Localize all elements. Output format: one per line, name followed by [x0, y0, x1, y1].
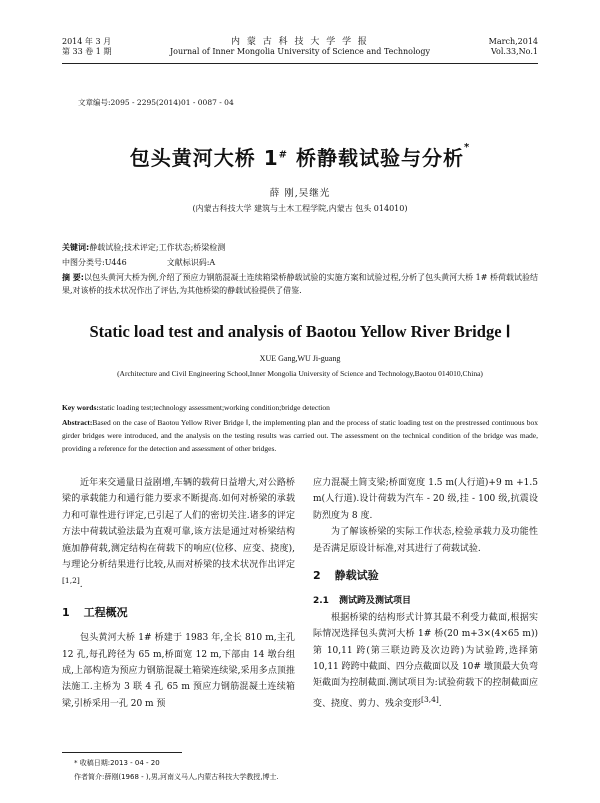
keywords-cn-label: 关键词:	[62, 243, 90, 252]
authors-en: XUE Gang,WU Ji-guang	[259, 354, 341, 363]
abstract-cn-label: 摘 要:	[62, 273, 84, 282]
header-rule	[62, 63, 538, 64]
journal-header	[150, 37, 450, 57]
keywords-en	[62, 403, 538, 412]
title-footnote-mark: *	[464, 142, 471, 153]
article-number: 文章编号:2095 - 2295(2014)01 - 0087 - 04	[78, 98, 234, 107]
keywords-cn-text: 静载试验;技术评定;工作状态;桥梁检测	[89, 243, 226, 252]
section-1-number: 1	[62, 605, 70, 619]
subsection-2-1-title: 测试跨及测试项目	[338, 596, 411, 607]
section-1-paragraph: 包头黄河大桥 1# 桥建于 1983 年,全长 810 m,主孔 12 孔,每孔跨径为 65 m,桥面宽 12 m,下部由 14 墩台组成,上部构造为预应力钢筋混凝土箱梁连续梁,采用多点顶推法施工.主桥为 3 联 4 孔 65 m 预应力钢筋混凝土连续箱梁,引桥采用一孔 20 m 预	[62, 633, 295, 709]
header-volume: 第 33 卷 1 期	[62, 47, 112, 56]
body-right-column	[313, 475, 538, 712]
title-cn-sup: #	[278, 149, 289, 161]
section-1-heading	[62, 605, 295, 621]
footnote-author	[74, 772, 279, 782]
intro-paragraph	[62, 475, 295, 594]
footnote-rule	[62, 752, 182, 753]
section-2-number: 2	[313, 569, 321, 583]
section-1-paragraph-2: 为了解该桥梁的实际工作状态,检验承载力及功能性是否满足原设计标准,对其进行了荷载试验.	[313, 527, 538, 554]
body-left-column	[62, 475, 295, 712]
journal-name-en: Journal of Inner Mongolia University of Science and Technology	[169, 47, 431, 56]
abstract-en-label: Abstract:	[62, 418, 93, 427]
received-date: 2013 - 04 - 20	[110, 759, 160, 767]
section-1-title: 工程概况	[83, 605, 128, 619]
subsection-2-1-number: 2.1	[313, 596, 329, 607]
intro-text: 近年来交通量日益剧增,车辆的载荷日益增大,对公路桥梁的承载能力和通行能力要求不断提高.如何对桥梁的承载力和可靠性进行评定,已引起了人们的密切关注.诸多的评定方法中荷载试验法最为直观可靠,该方法是通过对桥梁结构施加静荷载,测定结构在荷载下的响应(位移、应变、挠度),与理论分析结果进行比较,从而对桥梁的技术状况作出评定	[62, 478, 295, 571]
received-label: * 收稿日期:	[74, 759, 111, 767]
clc-number: 中图分类号:U446	[62, 258, 127, 267]
header-date-en: March,2014	[488, 37, 538, 46]
header-issue-en	[489, 37, 538, 57]
classification-row	[62, 257, 538, 268]
title-cn-main: 包头黄河大桥 1	[129, 146, 279, 170]
affiliation-cn: (内蒙古科技大学 建筑与土木工程学院,内蒙古 包头 014010)	[192, 204, 408, 213]
keywords-cn	[62, 242, 225, 253]
abstract-cn	[62, 271, 538, 297]
section-2-heading	[313, 568, 538, 584]
paper-title-cn	[0, 142, 600, 171]
paper-title-en: Static load test and analysis of Baotou Yellow River Bridge Ⅰ	[89, 322, 511, 341]
subsection-2-1-text: 根据桥梁的结构形式计算其最不利受力截面,根据实际情况选择包头黄河大桥 1# 桥(20 m+3×(4×65 m))第 10,11 跨(第三联边跨及次边跨)为试验跨,选择第 10,11 跨跨中截面、四分点截面以及 10# 墩顶最大负弯矩截面为控制截面.测试项目为:试验荷载下的控制截面应变、挠度、剪力、残余变形	[313, 612, 538, 709]
abstract-en-text: Based on the case of Baotou Yellow River Bridge Ⅰ, the implementing plan and the process of static loading test on the prestressed continuous box girder bridges were introduced, and the analysis on the testing results was carried out. The assessment on the technical condition of the bridge was made, providing a reference for the detection and assessment of other bridges.	[62, 418, 538, 453]
header-date: 2014 年 3 月	[62, 37, 112, 46]
abstract-en	[62, 416, 538, 455]
subsection-2-1-paragraph	[313, 610, 538, 712]
header-issue-date	[62, 37, 111, 57]
subsection-2-1-citation: [3,4]	[421, 694, 439, 704]
title-cn-tail: 桥静载试验与分析	[288, 146, 464, 170]
keywords-en-label: Key words:	[62, 403, 99, 412]
keywords-en-text: static loading test;technology assessment;working condition;bridge detection	[98, 403, 330, 412]
document-code: 文献标识码:A	[166, 258, 216, 267]
section-2-title: 静载试验	[334, 569, 379, 583]
affiliation-en: (Architecture and Civil Engineering School,Inner Mongolia University of Science and Technology,Baotou 014010,China)	[117, 369, 483, 378]
abstract-cn-text: 以包头黄河大桥为例,介绍了预应力钢筋混凝土连续箱梁桥静载试验的实施方案和试验过程,分析了包头黄河大桥 1# 桥荷载试验结果,对该桥的技术状况作出了评估,为其他桥梁的静载试验提供了借鉴.	[62, 273, 538, 295]
intro-citation: [1,2]	[62, 576, 80, 586]
author-bio: 薛刚(1968 - ),男,河南义马人,内蒙古科技大学教授,博士.	[104, 773, 279, 781]
section-1-continuation: 应力混凝土简支梁;桥面宽度 1.5 m(人行道)+9 m +1.5 m(人行道).设计荷载为汽车 - 20 级,挂 - 100 级,抗震设防烈度为 8 度.	[313, 478, 538, 521]
authors-cn: 薛 刚,吴继光	[269, 188, 331, 199]
intro-period: .	[79, 580, 83, 591]
subsection-2-1-period: .	[438, 698, 442, 709]
author-bio-label: 作者简介:	[74, 773, 105, 781]
subsection-2-1-heading	[313, 593, 538, 609]
header-volume-en: Vol.33,No.1	[491, 47, 538, 56]
journal-name-cn: 内 蒙 古 科 技 大 学 学 报	[231, 37, 369, 47]
footnote-received	[74, 758, 160, 768]
